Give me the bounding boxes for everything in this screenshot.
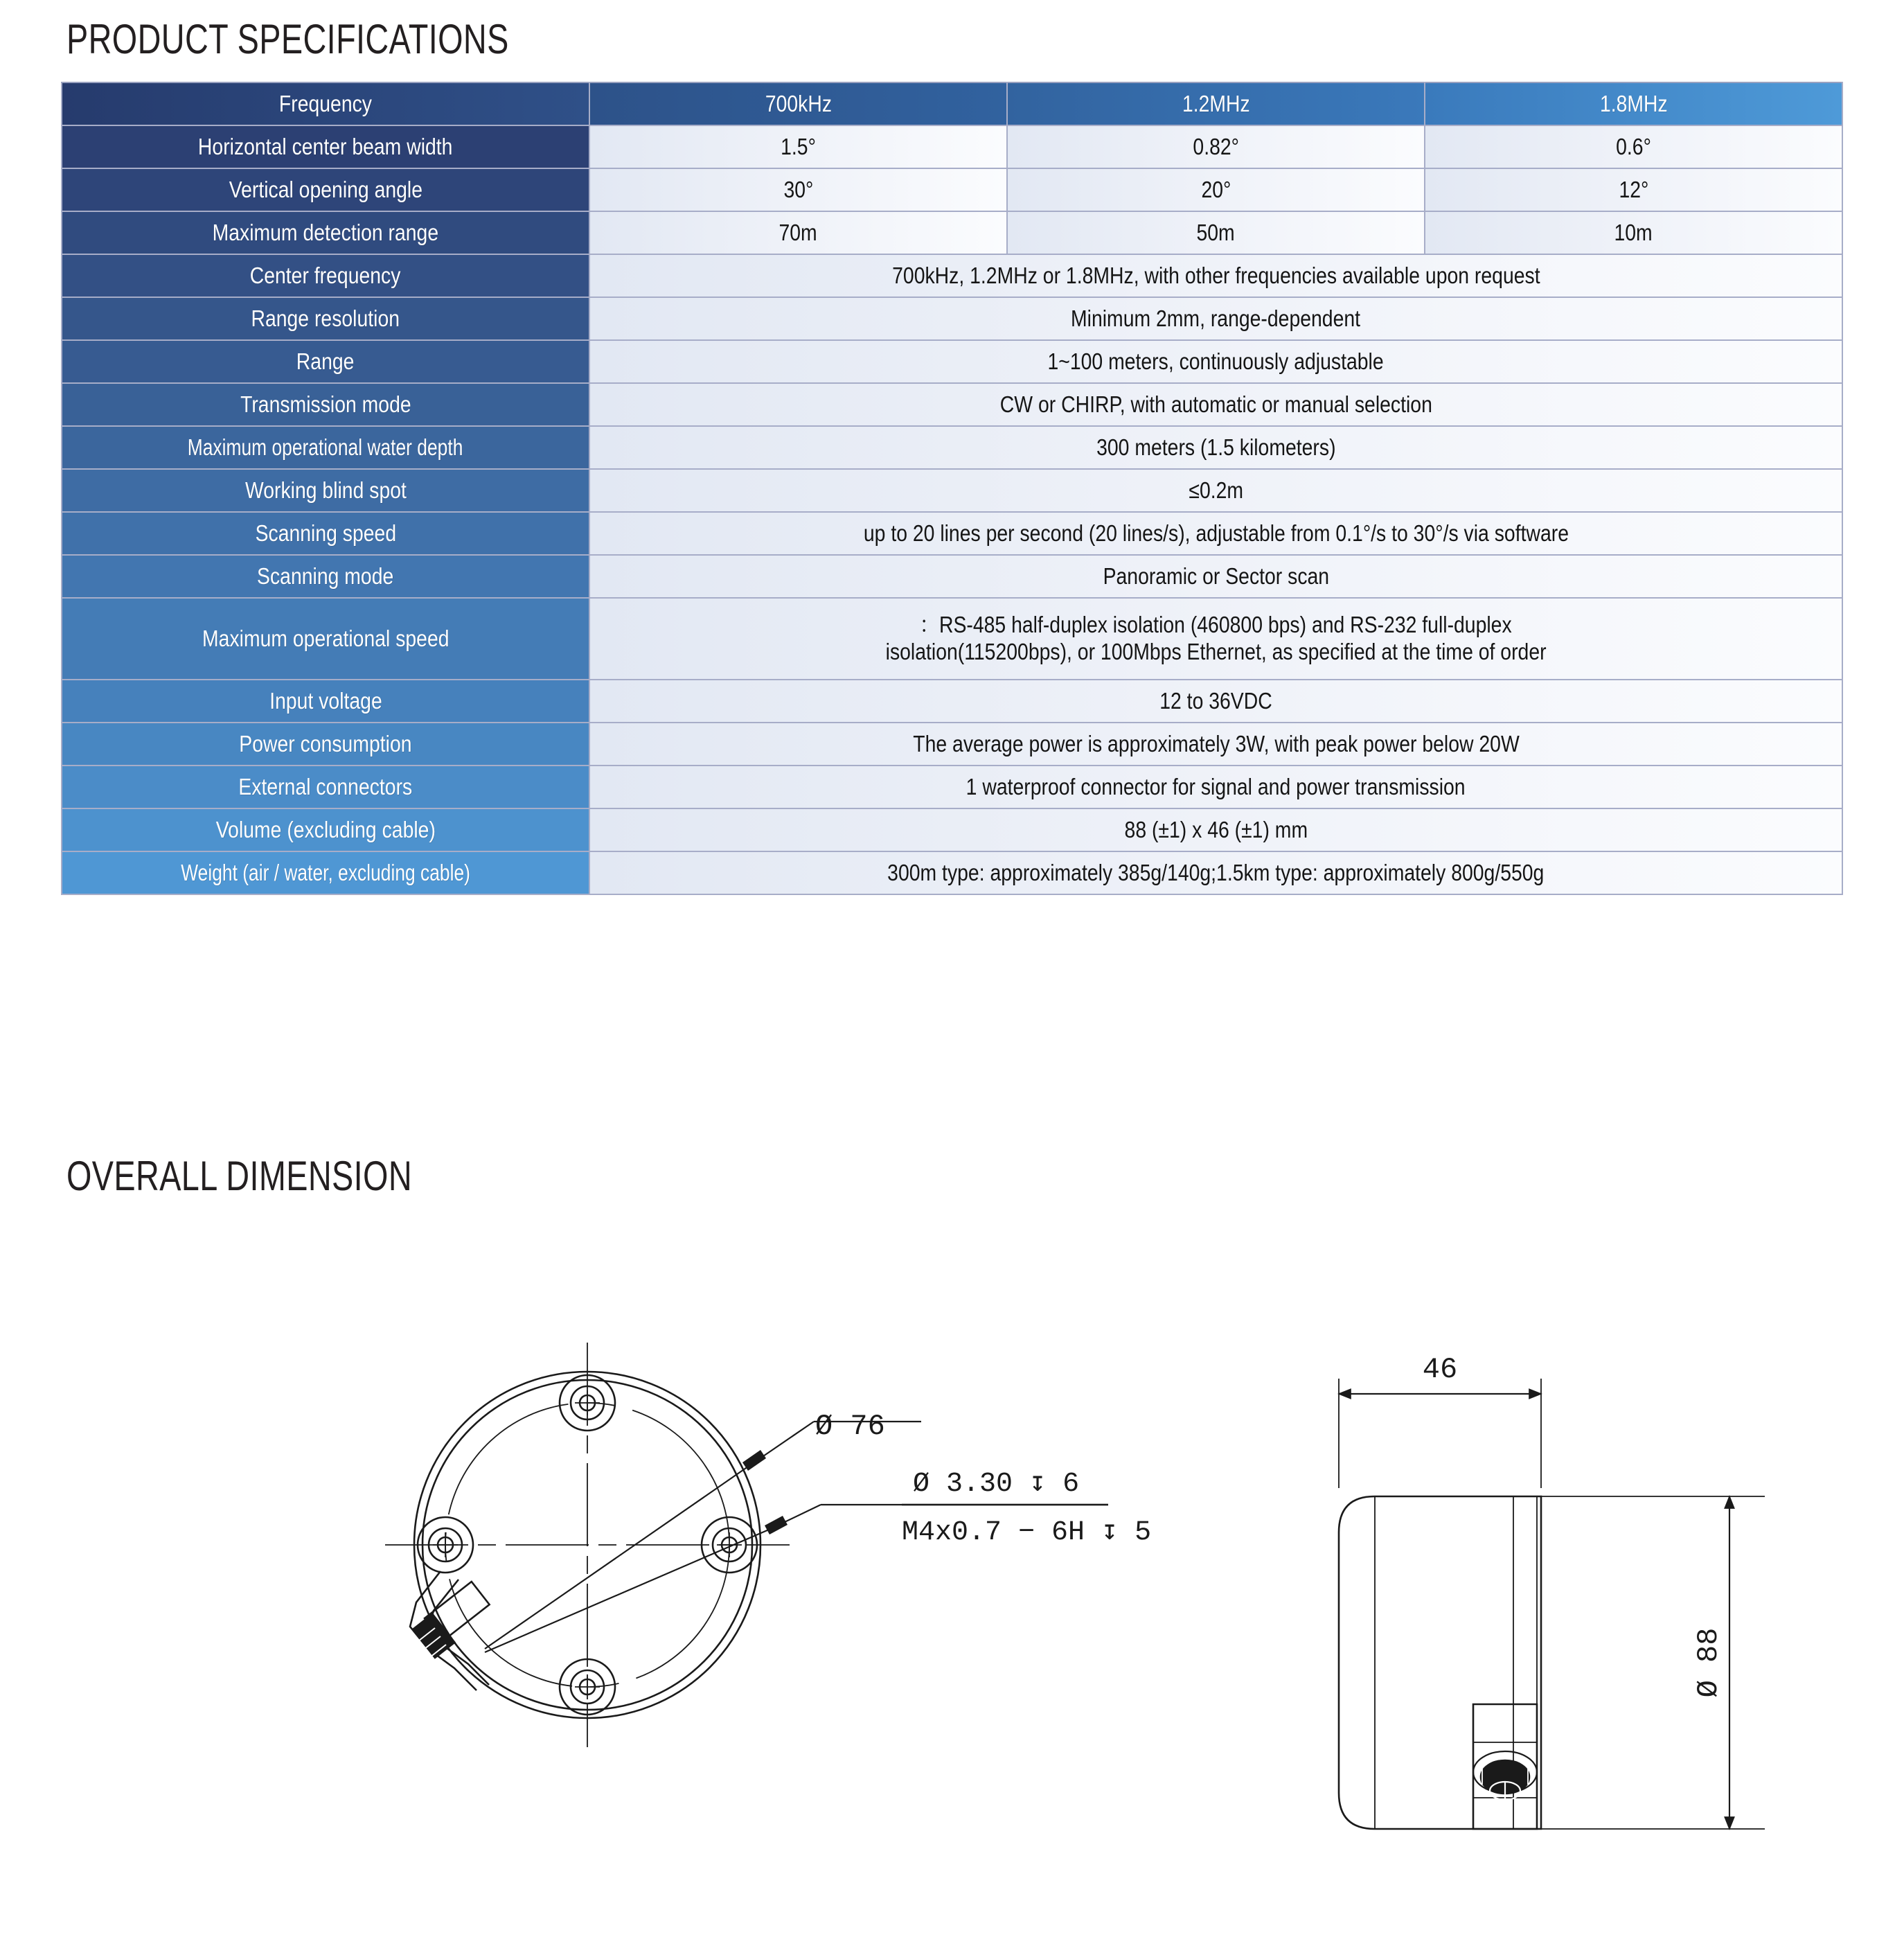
table-row-label: Maximum detection range — [62, 211, 589, 254]
table-cell-value: 0.6° — [1425, 125, 1842, 168]
table-header-cell: 700kHz — [589, 82, 1007, 125]
table-row-label: Vertical opening angle — [62, 168, 589, 211]
table-row — [62, 254, 1842, 297]
table-row — [62, 168, 1842, 211]
dimension-label-height: Ø 88 — [1692, 1627, 1725, 1698]
table-row-label: Scanning speed — [62, 512, 589, 555]
table-cell-value: 12° — [1425, 168, 1842, 211]
table-cell-value: 1.5° — [589, 125, 1007, 168]
table-cell-value: Minimum 2mm, range-dependent — [589, 297, 1842, 340]
table-row-label: Transmission mode — [62, 383, 589, 426]
table-cell-value: 12 to 36VDC — [589, 680, 1842, 723]
callout-hole-diameter-depth: Ø 3.30 ↧ 6 — [913, 1469, 1080, 1500]
side-view-annotations — [1423, 1353, 1725, 1697]
table-cell-value: 0.82° — [1007, 125, 1425, 168]
table-cell-value: 88 (±1) x 46 (±1) mm — [589, 808, 1842, 851]
table-row — [62, 598, 1842, 680]
dimension-label-width: 46 — [1422, 1353, 1458, 1386]
front-view-annotations — [815, 1410, 1151, 1548]
table-row — [62, 211, 1842, 254]
table-row — [62, 340, 1842, 383]
table-cell-value: 50m — [1007, 211, 1425, 254]
side-view-group — [1339, 1379, 1765, 1829]
table-cell-value: CW or CHIRP, with automatic or manual selection — [589, 383, 1842, 426]
table-row-label: Maximum operational water depth — [62, 426, 589, 469]
table-row — [62, 766, 1842, 808]
table-header-cell: 1.8MHz — [1425, 82, 1842, 125]
table-row — [62, 512, 1842, 555]
table-cell-value: 10m — [1425, 211, 1842, 254]
table-row — [62, 469, 1842, 512]
table-row-label: Center frequency — [62, 254, 589, 297]
table-row-label: Input voltage — [62, 680, 589, 723]
table-row — [62, 680, 1842, 723]
table-cell-value: ≤0.2m — [589, 469, 1842, 512]
table-cell-value: ：RS-485 half-duplex isolation (460800 bps) and RS-232 full-duplex isolation(115200bps), or 100Mbps Ethernet, as specified at the time of order — [589, 598, 1842, 680]
table-row — [62, 851, 1842, 894]
table-cell-value: Panoramic or Sector scan — [589, 555, 1842, 598]
page-title-product-specifications: PRODUCT SPECIFICATIONS — [66, 16, 509, 62]
table-row-label: Volume (excluding cable) — [62, 808, 589, 851]
callout-thread-spec: M4x0.7 − 6H ↧ 5 — [902, 1517, 1152, 1548]
table-row-label: Working blind spot — [62, 469, 589, 512]
table-row — [62, 723, 1842, 766]
table-row — [62, 808, 1842, 851]
table-row-label: Scanning mode — [62, 555, 589, 598]
table-row — [62, 555, 1842, 598]
cable-connector-side — [1473, 1704, 1537, 1829]
table-row-label: Maximum operational speed — [62, 598, 589, 680]
table-cell-value: 1 waterproof connector for signal and power transmission — [589, 766, 1842, 808]
specifications-table — [61, 82, 1843, 895]
table-row — [62, 125, 1842, 168]
table-cell-value: 300 meters (1.5 kilometers) — [589, 426, 1842, 469]
table-row-label: External connectors — [62, 766, 589, 808]
table-cell-value: up to 20 lines per second (20 lines/s), adjustable from 0.1°/s to 30°/s via software — [589, 512, 1842, 555]
table-row-label: Horizontal center beam width — [62, 125, 589, 168]
cable-connector-front — [410, 1571, 490, 1690]
table-header-cell: Frequency — [62, 82, 589, 125]
dimension-drawing-svg — [0, 1205, 1904, 1898]
dimension-width-46 — [1339, 1379, 1541, 1488]
table-cell-value: 700kHz, 1.2MHz or 1.8MHz, with other frequencies available upon request — [589, 254, 1842, 297]
table-cell-value: 1~100 meters, continuously adjustable — [589, 340, 1842, 383]
table-row-label: Weight (air / water, excluding cable) — [62, 851, 589, 894]
table-cell-value: 300m type: approximately 385g/140g;1.5km type: approximately 800g/550g — [589, 851, 1842, 894]
table-row — [62, 297, 1842, 340]
dimension-height-88 — [1541, 1496, 1765, 1829]
table-cell-value: The average power is approximately 3W, with peak power below 20W — [589, 723, 1842, 766]
table-row — [62, 426, 1842, 469]
overall-dimension-drawing — [0, 1205, 1904, 1898]
callout-outer-diameter: Ø 76 — [815, 1410, 885, 1443]
table-cell-value: 70m — [589, 211, 1007, 254]
table-row-label: Range resolution — [62, 297, 589, 340]
table-header-cell: 1.2MHz — [1007, 82, 1425, 125]
table-cell-value: 20° — [1007, 168, 1425, 211]
table-header-row — [62, 82, 1842, 125]
table-row — [62, 383, 1842, 426]
table-cell-value: 30° — [589, 168, 1007, 211]
table-row-label: Power consumption — [62, 723, 589, 766]
table-row-label: Range — [62, 340, 589, 383]
page-title-overall-dimension: OVERALL DIMENSION — [66, 1153, 413, 1199]
